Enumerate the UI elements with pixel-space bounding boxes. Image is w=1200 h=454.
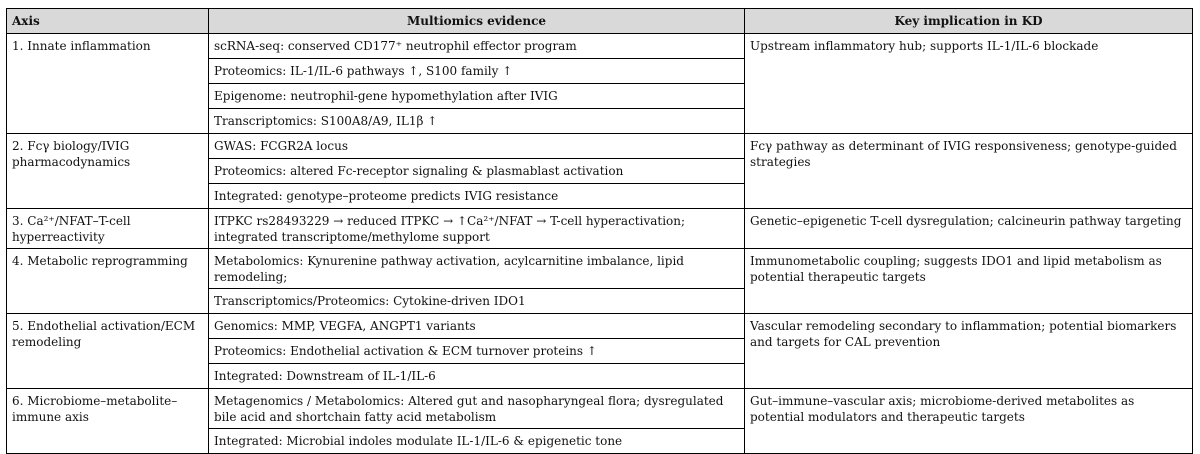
implication-cell: Upstream inflammatory hub; supports IL-1/IL-6 blockade <box>745 34 1193 134</box>
table-row <box>7 249 1193 289</box>
axis-cell: 3. Ca²⁺/NFAT–T-cell hyperreactivity <box>7 209 209 249</box>
table-row <box>7 314 1193 339</box>
evidence-cell: scRNA-seq: conserved CD177⁺ neutrophil effector program <box>209 34 745 59</box>
evidence-cell: Transcriptomics/Proteomics: Cytokine-driven IDO1 <box>209 289 745 314</box>
table-row <box>7 389 1193 429</box>
evidence-cell: Transcriptomics: S100A8/A9, IL1β ↑ <box>209 109 745 134</box>
evidence-cell: Proteomics: Endothelial activation & ECM turnover proteins ↑ <box>209 339 745 364</box>
evidence-cell: Genomics: MMP, VEGFA, ANGPT1 variants <box>209 314 745 339</box>
axis-cell: 1. Innate inflammation <box>7 34 209 134</box>
table-row <box>7 209 1193 249</box>
implication-cell: Genetic–epigenetic T-cell dysregulation; calcineurin pathway targeting <box>745 209 1193 249</box>
evidence-cell: Metabolomics: Kynurenine pathway activation, acylcarnitine imbalance, lipid remodeling; <box>209 249 745 289</box>
axis-cell: 4. Metabolic reprogramming <box>7 249 209 314</box>
axis-cell: 6. Microbiome–metabolite–immune axis <box>7 389 209 454</box>
implication-cell: Gut–immune–vascular axis; microbiome-derived metabolites as potential modulators and therapeutic targets <box>745 389 1193 454</box>
implication-cell: Fcγ pathway as determinant of IVIG responsiveness; genotype-guided strategies <box>745 134 1193 209</box>
table-row <box>7 134 1193 159</box>
axis-cell: 2. Fcγ biology/IVIG pharmacodynamics <box>7 134 209 209</box>
evidence-cell: Proteomics: IL-1/IL-6 pathways ↑, S100 family ↑ <box>209 59 745 84</box>
table-row <box>7 34 1193 59</box>
evidence-cell: Integrated: genotype–proteome predicts IVIG resistance <box>209 184 745 209</box>
multiomics-table <box>6 8 1193 454</box>
evidence-cell: Metagenomics / Metabolomics: Altered gut and nasopharyngeal flora; dysregulated bile acid and shortchain fatty acid metabolism <box>209 389 745 429</box>
evidence-cell: Epigenome: neutrophil-gene hypomethylation after IVIG <box>209 84 745 109</box>
evidence-cell: Integrated: Downstream of IL-1/IL-6 <box>209 364 745 389</box>
evidence-cell: ITPKC rs28493229 → reduced ITPKC → ↑Ca²⁺/NFAT → T-cell hyperactivation; integrated transcriptome/methylome support <box>209 209 745 249</box>
header-axis: Axis <box>7 9 209 34</box>
evidence-cell: Proteomics: altered Fc-receptor signaling & plasmablast activation <box>209 159 745 184</box>
axis-cell: 5. Endothelial activation/ECM remodeling <box>7 314 209 389</box>
evidence-cell: Integrated: Microbial indoles modulate IL-1/IL-6 & epigenetic tone <box>209 429 745 454</box>
header-row <box>7 9 1193 34</box>
header-evidence: Multiomics evidence <box>209 9 745 34</box>
implication-cell: Vascular remodeling secondary to inflammation; potential biomarkers and targets for CAL prevention <box>745 314 1193 389</box>
implication-cell: Immunometabolic coupling; suggests IDO1 and lipid metabolism as potential therapeutic targets <box>745 249 1193 314</box>
header-implication: Key implication in KD <box>745 9 1193 34</box>
evidence-cell: GWAS: FCGR2A locus <box>209 134 745 159</box>
